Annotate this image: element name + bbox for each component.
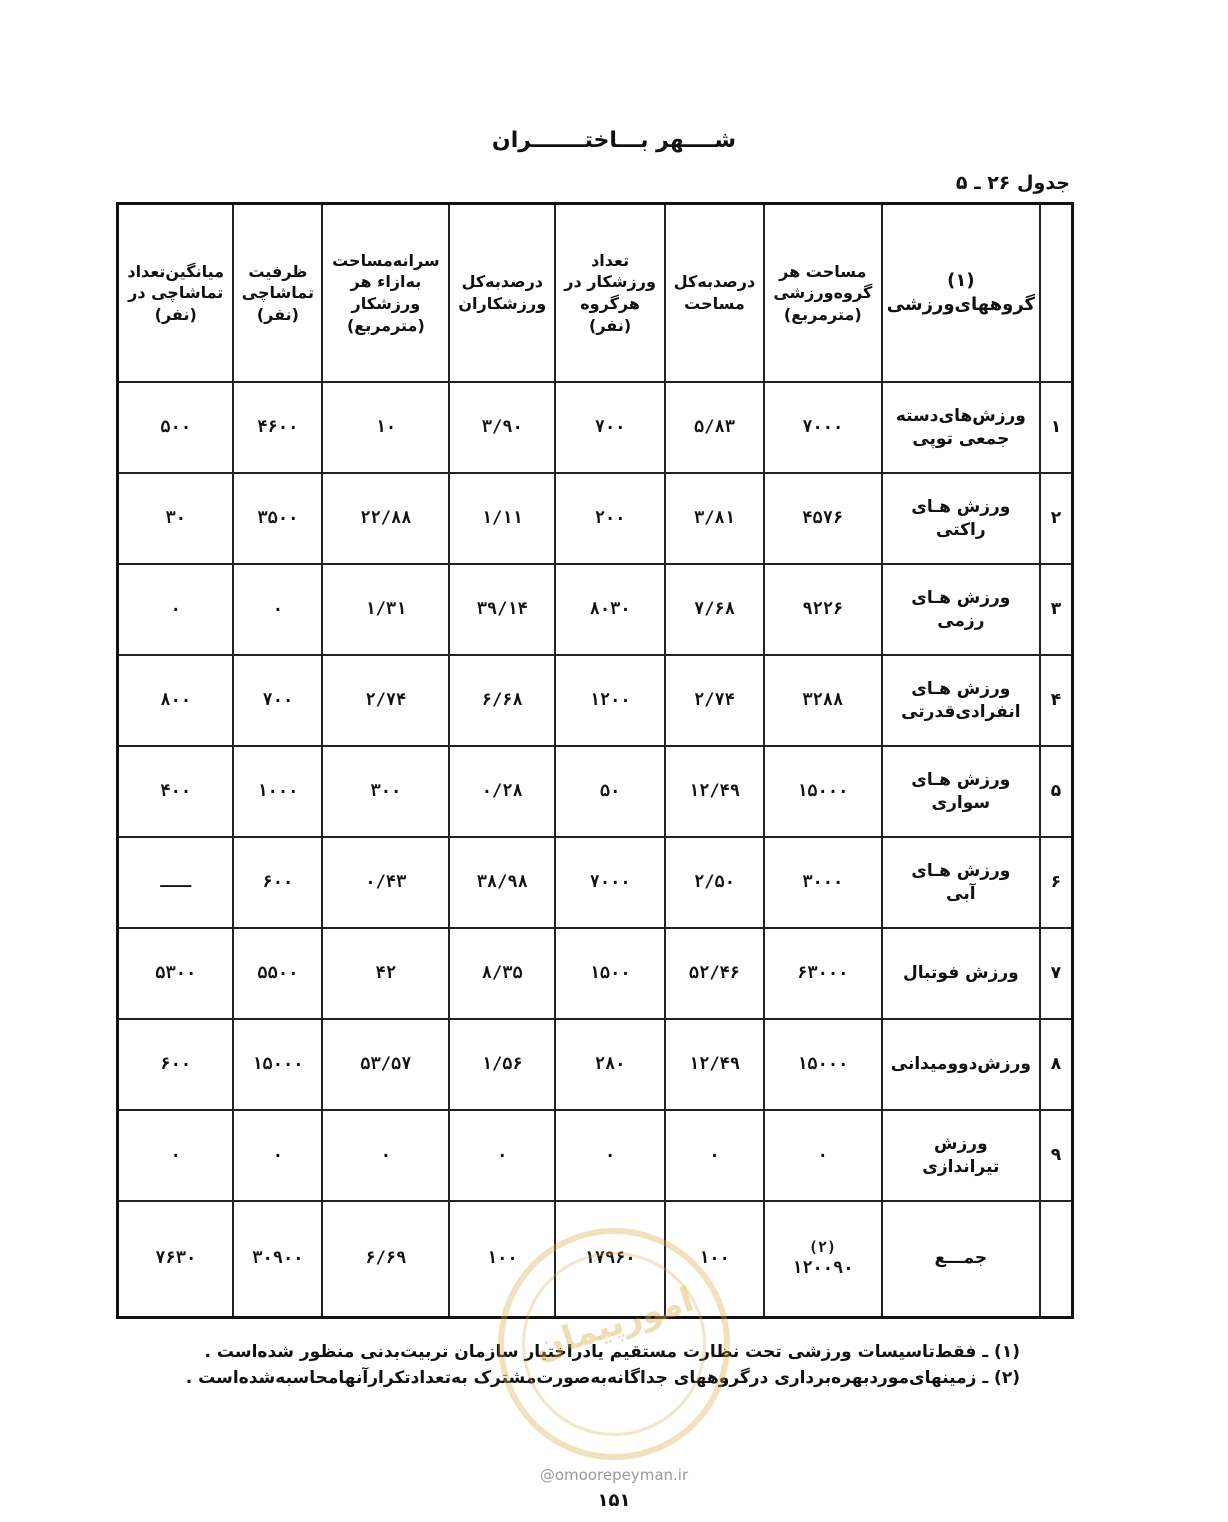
per-capita-value: ۲/۷۴ (322, 655, 449, 746)
athletes-pct-value: ۰/۲۸ (449, 746, 555, 837)
athletes-value: ۸۰۳۰ (555, 564, 665, 655)
area-pct-value: ۱۲/۴۹ (665, 746, 764, 837)
footnotes (120, 1340, 1020, 1391)
footnote-1: (۱) ـ فقط‌تاسیسات ورزشی تحت نظارت مستقیم یادراختیار سازمان تربیت‌بدنی منظور شده‌است . (204, 1342, 1020, 1362)
athletes-value: ۰ (555, 1110, 665, 1201)
athletes-pct-value: ۱/۵۶ (449, 1019, 555, 1110)
group-name: ورزش هـای راکتی (882, 473, 1040, 564)
total-row (118, 1201, 1073, 1317)
per-capita-value: ۰ (322, 1110, 449, 1201)
row-index: ۷ (1040, 928, 1073, 1019)
table-caption: جدول ۲۶ ـ ۵ (955, 172, 1070, 194)
avg-spectators-header: میانگین‌تعداد تماشاچی در (نفر) (118, 204, 234, 383)
index-header (1040, 204, 1073, 383)
total-avg-spectators-value: ۷۶۳۰ (118, 1201, 234, 1317)
footnote-2: (۲) ـ زمینهای‌موردبهره‌برداری درگروههای جداگانه‌به‌صورت‌مشترک به‌تعدادتکرارآنها‌محاسبه‌شده‌است . (185, 1367, 1020, 1388)
table-row (118, 655, 1073, 746)
area-pct-header: درصدبه‌کل مساحت (665, 204, 764, 383)
area-value: ۱۵۰۰۰ (764, 746, 882, 837)
capacity-value: ۷۰۰ (233, 655, 322, 746)
row-index: ۲ (1040, 473, 1073, 564)
capacity-value: ۱۵۰۰۰ (233, 1019, 322, 1110)
row-index: ۵ (1040, 746, 1073, 837)
area-value: ۹۲۲۶ (764, 564, 882, 655)
total-athletes-value: ۱۷۹۶۰ (555, 1201, 665, 1317)
table-header-row (118, 204, 1073, 383)
capacity-value: ۱۰۰۰ (233, 746, 322, 837)
athletes-header: تعداد ورزشکار در هرگروه (نفر) (555, 204, 665, 383)
area-pct-value: ۳/۸۱ (665, 473, 764, 564)
area-pct-value: ۰ (665, 1110, 764, 1201)
footnote-marker: (۲) (808, 1238, 836, 1257)
area-value: ۰ (764, 1110, 882, 1201)
row-index: ۳ (1040, 564, 1073, 655)
per-capita-value: ۱۰ (322, 382, 449, 473)
capacity-value: ۰ (233, 1110, 322, 1201)
total-label: جمـــع (882, 1201, 1040, 1317)
row-index: ۴ (1040, 655, 1073, 746)
per-capita-value: ۰/۴۳ (322, 837, 449, 928)
avg-spectators-value: ۵۳۰۰ (118, 928, 234, 1019)
page-title: شــــهر بـــاختـــــــران (491, 128, 737, 153)
athletes-pct-value: ۰ (449, 1110, 555, 1201)
group-name: ورزش فوتبال (882, 928, 1040, 1019)
avg-spectators-value: ۰ (118, 564, 234, 655)
area-pct-value: ۱۲/۴۹ (665, 1019, 764, 1110)
athletes-pct-value: ۱/۱۱ (449, 473, 555, 564)
area-value: ۴۵۷۶ (764, 473, 882, 564)
table-row (118, 382, 1073, 473)
row-index: ۸ (1040, 1019, 1073, 1110)
total-area-pct-value: ۱۰۰ (665, 1201, 764, 1317)
area-pct-value: ۲/۵۰ (665, 837, 764, 928)
group-name: ورزش تیراندازی (882, 1110, 1040, 1201)
row-index (1040, 1201, 1073, 1317)
capacity-value: ۴۶۰۰ (233, 382, 322, 473)
avg-spectators-value: ۳۰ (118, 473, 234, 564)
table-row (118, 928, 1073, 1019)
athletes-pct-value: ۳۸/۹۸ (449, 837, 555, 928)
athletes-value: ۲۸۰ (555, 1019, 665, 1110)
capacity-value: ۵۵۰۰ (233, 928, 322, 1019)
area-pct-value: ۲/۷۴ (665, 655, 764, 746)
total-athletes-pct-value: ۱۰۰ (449, 1201, 555, 1317)
per-capita-value: ۱/۳۱ (322, 564, 449, 655)
per-capita-value: ۴۲ (322, 928, 449, 1019)
athletes-value: ۵۰ (555, 746, 665, 837)
area-value: ۳۰۰۰ (764, 837, 882, 928)
avg-spectators-value: ۰ (118, 1110, 234, 1201)
capacity-value: ۰ (233, 564, 322, 655)
capacity-value: ۳۵۰۰ (233, 473, 322, 564)
total-per-capita-value: ۶/۶۹ (322, 1201, 449, 1317)
group-name: ورزش هـای انفرادی‌قدرتی (882, 655, 1040, 746)
total-area-cell (764, 1201, 882, 1317)
avg-spectators-value: ۸۰۰ (118, 655, 234, 746)
watermark-handle: @omoorepeyman.ir (539, 1466, 689, 1484)
group-name: ورزش هـای رزمی (882, 564, 1040, 655)
per-capita-value: ۵۳/۵۷ (322, 1019, 449, 1110)
page-number: ۱۵۱ (597, 1490, 631, 1511)
group-name: ورزش هـای آبی (882, 837, 1040, 928)
area-header: مساحت هر گروه‌ورزشی (مترمربع) (764, 204, 882, 383)
group-name: ورزش‌های‌دسته جمعی توپی (882, 382, 1040, 473)
table-row (118, 564, 1073, 655)
seal-text: امورپیمان (529, 1279, 699, 1369)
athletes-value: ۲۰۰ (555, 473, 665, 564)
avg-spectators-value: ۶۰۰ (118, 1019, 234, 1110)
sports-facilities-table (116, 202, 1074, 1319)
area-pct-value: ۵/۸۳ (665, 382, 764, 473)
table-row (118, 1019, 1073, 1110)
table-row (118, 746, 1073, 837)
avg-spectators-value: ۴۰۰ (118, 746, 234, 837)
athletes-pct-value: ۸/۳۵ (449, 928, 555, 1019)
total-area-value: ۱۲۰۰۹۰ (792, 1258, 854, 1279)
row-index: ۹ (1040, 1110, 1073, 1201)
capacity-value: ۶۰۰ (233, 837, 322, 928)
table-row (118, 473, 1073, 564)
area-pct-value: ۷/۶۸ (665, 564, 764, 655)
per-capita-header: سرانه‌مساحت به‌ازاء هر ورزشکار (مترمربع) (322, 204, 449, 383)
row-index: ۶ (1040, 837, 1073, 928)
capacity-header: ظرفیت تماشاچی (نفر) (233, 204, 322, 383)
row-index: ۱ (1040, 382, 1073, 473)
area-value: ۶۳۰۰۰ (764, 928, 882, 1019)
athletes-pct-value: ۳۹/۱۴ (449, 564, 555, 655)
group-header: (۱) گروههای‌ورزشی (882, 204, 1040, 383)
athletes-value: ۱۲۰۰ (555, 655, 665, 746)
athletes-value: ۷۰۰ (555, 382, 665, 473)
area-pct-value: ۵۲/۴۶ (665, 928, 764, 1019)
table-row (118, 1110, 1073, 1201)
area-value: ۷۰۰۰ (764, 382, 882, 473)
athletes-pct-value: ۳/۹۰ (449, 382, 555, 473)
group-name: ورزش‌دوومیدانی (882, 1019, 1040, 1110)
athletes-value: ۱۵۰۰ (555, 928, 665, 1019)
avg-spectators-value: ۵۰۰ (118, 382, 234, 473)
per-capita-value: ۲۲/۸۸ (322, 473, 449, 564)
group-name: ورزش هـای سواری (882, 746, 1040, 837)
table-row (118, 837, 1073, 928)
avg-spectators-value: ـــ (118, 837, 234, 928)
athletes-value: ۷۰۰۰ (555, 837, 665, 928)
per-capita-value: ۳۰۰ (322, 746, 449, 837)
area-value: ۳۲۸۸ (764, 655, 882, 746)
athletes-pct-value: ۶/۶۸ (449, 655, 555, 746)
area-value: ۱۵۰۰۰ (764, 1019, 882, 1110)
athletes-pct-header: درصدبه‌کل ورزشکاران (449, 204, 555, 383)
total-capacity-value: ۳۰۹۰۰ (233, 1201, 322, 1317)
